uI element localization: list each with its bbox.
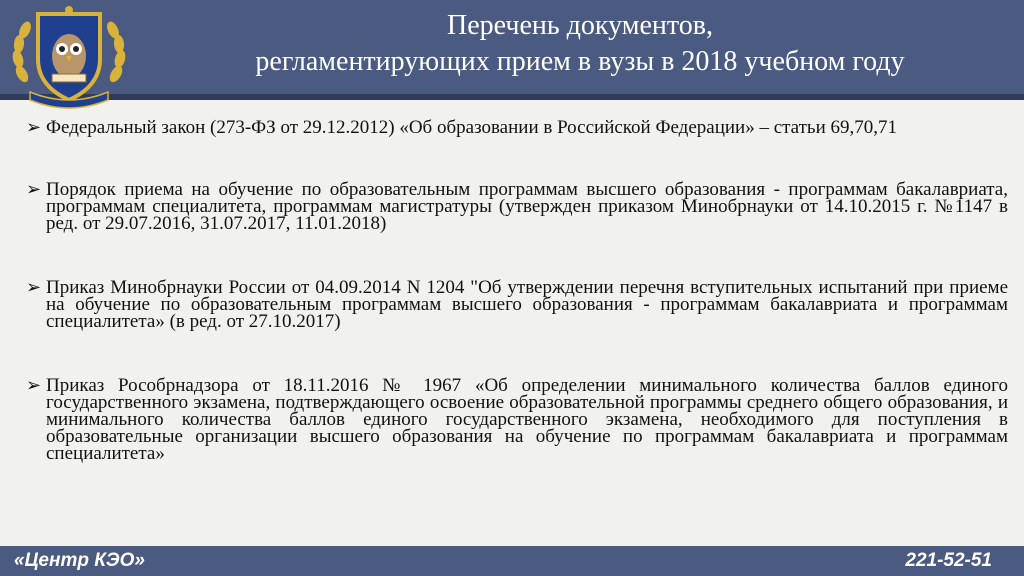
- footer-center-name: «Центр КЭО»: [14, 550, 145, 571]
- footer-phone: 221-52-51: [905, 550, 992, 571]
- header-divider: [0, 94, 1024, 100]
- list-item: [26, 377, 1008, 462]
- list-item-text: Порядок приема на обучение по образовательным программам высшего образования - программам бакалавриата, программам специалитета, программам магистратуры (утвержден приказом Минобрнауки от 14.10.2015 г. №1147 в ред. от 29.07.2016, 31.07.2017, 11.01.2018): [46, 179, 1008, 234]
- footer-bar: [0, 546, 1024, 576]
- title-line-2: регламентирующих прием в вузы в 2018 учебном году: [255, 46, 905, 77]
- emblem-logo-icon: [8, 4, 130, 110]
- list-item: [26, 119, 1008, 136]
- arrow-bullet-icon: ➢: [26, 179, 42, 200]
- document-list: [26, 119, 1008, 462]
- page-title: [170, 8, 990, 80]
- list-item: [26, 279, 1008, 330]
- list-item-text: Приказ Рособрнадзора от 18.11.2016 № 1967 «Об определении минимального количества баллов единого государственного экзамена, подтверждающего освоение образовательной программы среднего общего образования, и минимального количества баллов единого государственного экзамена, необходимого для поступления в образовательные организации высшего образования на обучение по программам бакалавриата и программам специалитета»: [46, 375, 1008, 464]
- list-item-text: Федеральный закон (273-ФЗ от 29.12.2012) «Об образовании в Российской Федерации» – статьи 69,70,71: [46, 117, 898, 138]
- title-line-1: Перечень документов,: [447, 10, 713, 41]
- arrow-bullet-icon: ➢: [26, 375, 42, 396]
- arrow-bullet-icon: ➢: [26, 117, 42, 138]
- list-item: [26, 181, 1008, 232]
- arrow-bullet-icon: ➢: [26, 277, 42, 298]
- list-item-text: Приказ Минобрнауки России от 04.09.2014 N 1204 "Об утверждении перечня вступительных испытаний при приеме на обучение по образовательным программам высшего образования - программам бакалавриата и программам специалитета» (в ред. от 27.10.2017): [46, 277, 1008, 332]
